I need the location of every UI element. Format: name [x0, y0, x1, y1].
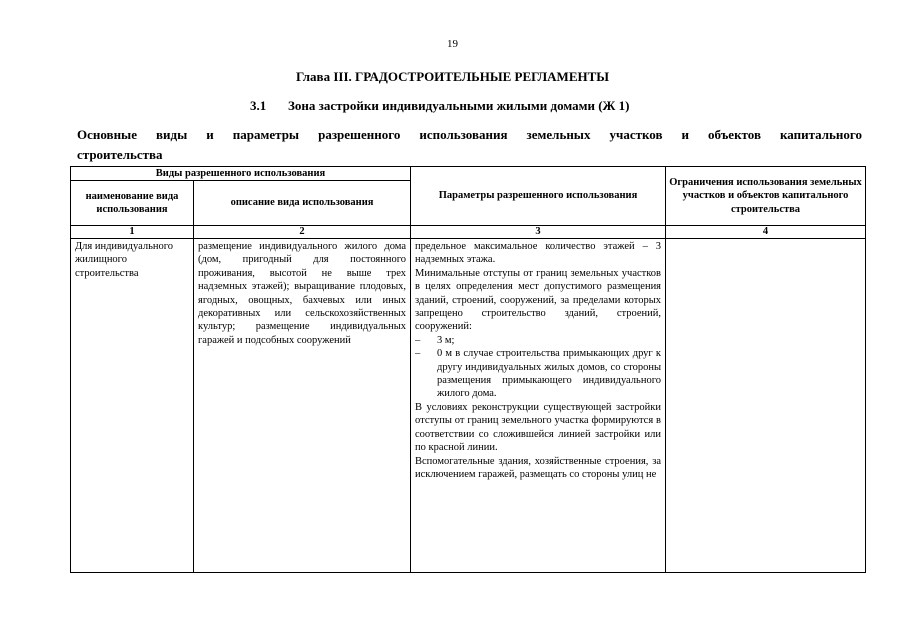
dash-text-2: 0 м в случае строительства примыкающих друг к другу индивидуальных жилых домов, со стороны размещения примыкающего индивидуального жилого дома. [437, 348, 662, 400]
use-name: Для индивидуального жилищного строительства [75, 241, 174, 279]
page-number: 19 [447, 38, 458, 50]
header-row-1 [71, 167, 866, 181]
section-title-line1: Основные виды и параметры разрешенного использования земельных участков и объектов капитального [77, 127, 862, 142]
col3-header: Параметры разрешенного использования [411, 167, 666, 226]
restrictions-cell [666, 239, 866, 573]
col-number-4: 4 [666, 226, 866, 239]
col-number-3: 3 [411, 226, 666, 239]
col1-header: наименование вида использования [71, 181, 194, 226]
params-paragraph-1: предельное максимальное количество этажей – 3 надземных этажа. [415, 241, 662, 266]
params-paragraph-2: Минимальные отступы от границ земельных участков в целях определения мест допустимого размещения зданий, строений, сооружений, за пределами которых запрещено строительство зданий, строений, сооружений: [415, 267, 662, 333]
zone-title: Зона застройки индивидуальными жилыми домами (Ж 1) [288, 98, 630, 113]
params-paragraph-4: Вспомогательные здания, хозяйственные строения, за исключением гаражей, размещать со стороны улиц не [415, 455, 662, 480]
regulations-table [70, 166, 866, 573]
zone-heading [250, 98, 629, 114]
column-number-row [71, 226, 866, 239]
col-number-2: 2 [194, 226, 411, 239]
group-header: Виды разрешенного использования [71, 167, 411, 181]
dash-bullet: – [415, 334, 421, 346]
params-cell [411, 239, 666, 573]
zone-number: 3.1 [250, 98, 267, 113]
params-paragraph-3: В условиях реконструкции существующей застройки отступы от границ земельного участка формируются в соответствии со сложившейся линией застройки или по красной линии. [415, 401, 662, 454]
dash-item-2 [415, 347, 661, 401]
col4-header: Ограничения использования земельных участков и объектов капитального строительства [666, 167, 866, 226]
use-description: размещение индивидуального жилого дома (дом, пригодный для постоянного проживания, высотой не выше трех надземных этажей); выращивание плодовых, ягодных, овощных, бахчевых или иных декоративных или сельскохозяйственных культур; размещение индивидуальных гаражей и подсобных сооружений [198, 241, 407, 346]
use-description-cell [194, 239, 411, 573]
col2-header: описание вида использования [194, 181, 411, 226]
dash-text-1: 3 м; [437, 334, 455, 346]
use-name-cell [71, 239, 194, 573]
chapter-title: Глава III. ГРАДОСТРОИТЕЛЬНЫЕ РЕГЛАМЕНТЫ [295, 69, 610, 84]
dash-bullet: – [415, 348, 421, 360]
params-content [415, 240, 661, 571]
section-title-line2: строительства [77, 147, 163, 162]
dash-item-1 [415, 334, 661, 347]
col-number-1: 1 [71, 226, 194, 239]
table-row [71, 239, 866, 573]
